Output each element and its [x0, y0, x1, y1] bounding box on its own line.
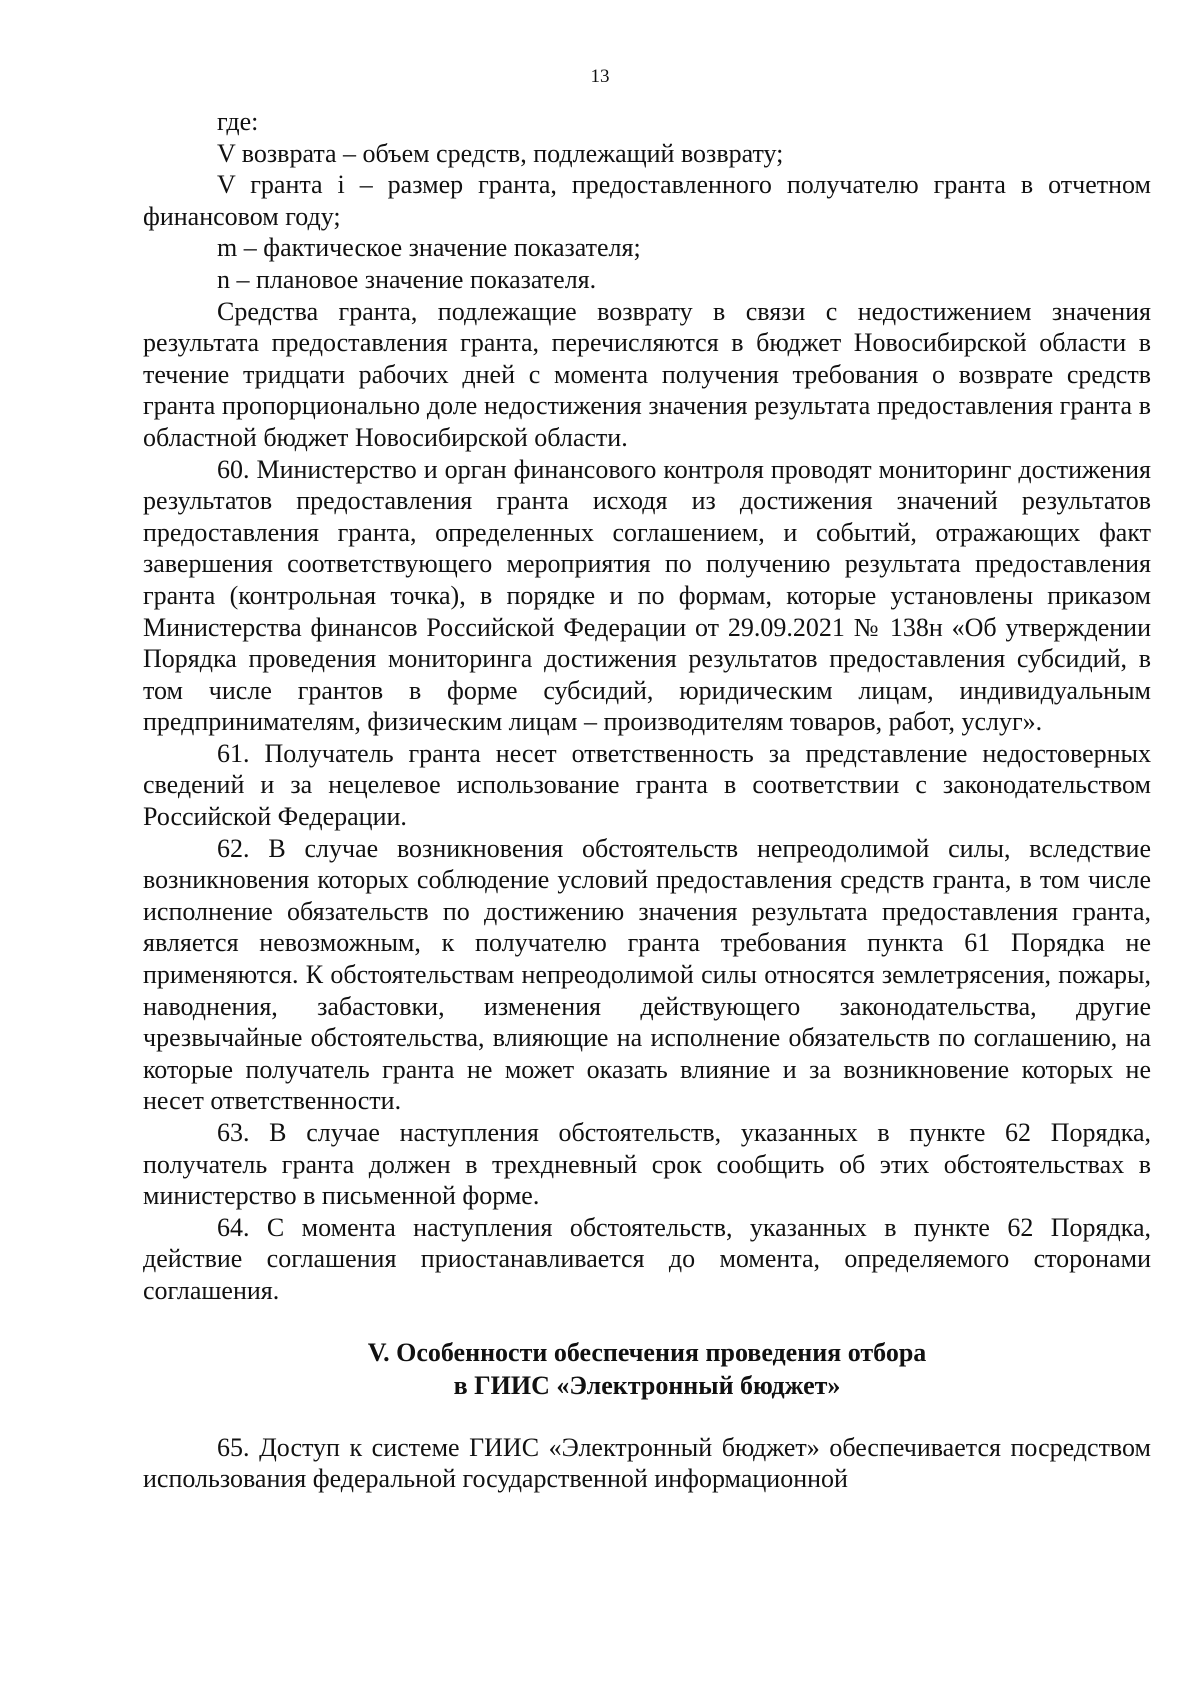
section-heading-line-1: V. Особенности обеспечения проведения отбора: [367, 1337, 927, 1367]
paragraph-grant-return: Средства гранта, подлежащие возврату в связи с недостижением значения результата предоставления гранта, перечисляются в бюджет Новосибирской области в течение тридцати рабочих дней с момента получения требования о возврате средств гранта пропорционально доле недостижения значения результата предоставления гранта в областной бюджет Новосибирской области.: [143, 296, 1151, 452]
paragraph-63: 63. В случае наступления обстоятельств, указанных в пункте 62 Порядка, получатель гранта должен в трехдневный срок сообщить об этих обстоятельствах в министерство в письменной форме.: [143, 1118, 1151, 1211]
paragraph-65: 65. Доступ к системе ГИИС «Электронный бюджет» обеспечивается посредством использования федеральной государственной информационной: [143, 1432, 1151, 1494]
paragraph-60: 60. Министерство и орган финансового контроля проводят мониторинг достижения результатов предоставления гранта исходя из достижения значений результатов предоставления гранта, определенных соглашением, и событий, отражающих факт завершения соответствующего мероприятия по получению результата предоставления гранта (контрольная точка), в порядке и по формам, которые установлены приказом Министерства финансов Российской Федерации от 29.09.2021 № 138н «Об утверждении Порядка проведения мониторинга достижения результатов предоставления субсидий, в том числе грантов в форме субсидий, юридическим лицам, индивидуальным предпринимателям, физическим лицам – производителям товаров, работ, услуг».: [143, 454, 1151, 737]
paragraph-n: n – плановое значение показателя.: [217, 264, 597, 294]
heading-spacer-bottom: [143, 1402, 1151, 1432]
paragraph-v-return: V возврата – объем средств, подлежащий возврату;: [217, 138, 784, 168]
heading-spacer-top: [143, 1307, 1151, 1336]
paragraph-where: где:: [217, 107, 259, 136]
paragraph-61: 61. Получатель гранта несет ответственность за представление недостоверных сведений и за нецелевое использование гранта в соответствии с законодательством Российской Федерации.: [143, 738, 1151, 832]
paragraph-64: 64. С момента наступления обстоятельств, указанных в пункте 62 Порядка, действие соглашения приостанавливается до момента, определяемого сторонами соглашения.: [143, 1212, 1151, 1305]
section-heading-line-2: в ГИИС «Электронный бюджет»: [453, 1370, 841, 1400]
paragraph-62: 62. В случае возникновения обстоятельств непреодолимой силы, вследствие возникновения которых соблюдение условий предоставления средств гранта, в том числе исполнение обязательств по достижению значения результата предоставления гранта, является невозможным, к получателю гранта требования пункта 61 Порядка не применяются. К обстоятельствам непреодолимой силы относятся землетрясения, пожары, наводнения, забастовки, изменения действующего законодательства, другие чрезвычайные обстоятельства, влияющие на исполнение обязательств по соглашению, на которые получатель гранта не может оказать влияние и за возникновение которых не несет ответственности.: [143, 833, 1151, 1116]
section-heading: [143, 1336, 1151, 1402]
paragraph-m: m – фактическое значение показателя;: [217, 233, 641, 263]
paragraph-v-grant: V гранта i – размер гранта, предоставленного получателю гранта в отчетном финансовом году;: [143, 170, 1151, 231]
page-number: 13: [590, 66, 610, 87]
document-body: [143, 106, 1151, 1495]
